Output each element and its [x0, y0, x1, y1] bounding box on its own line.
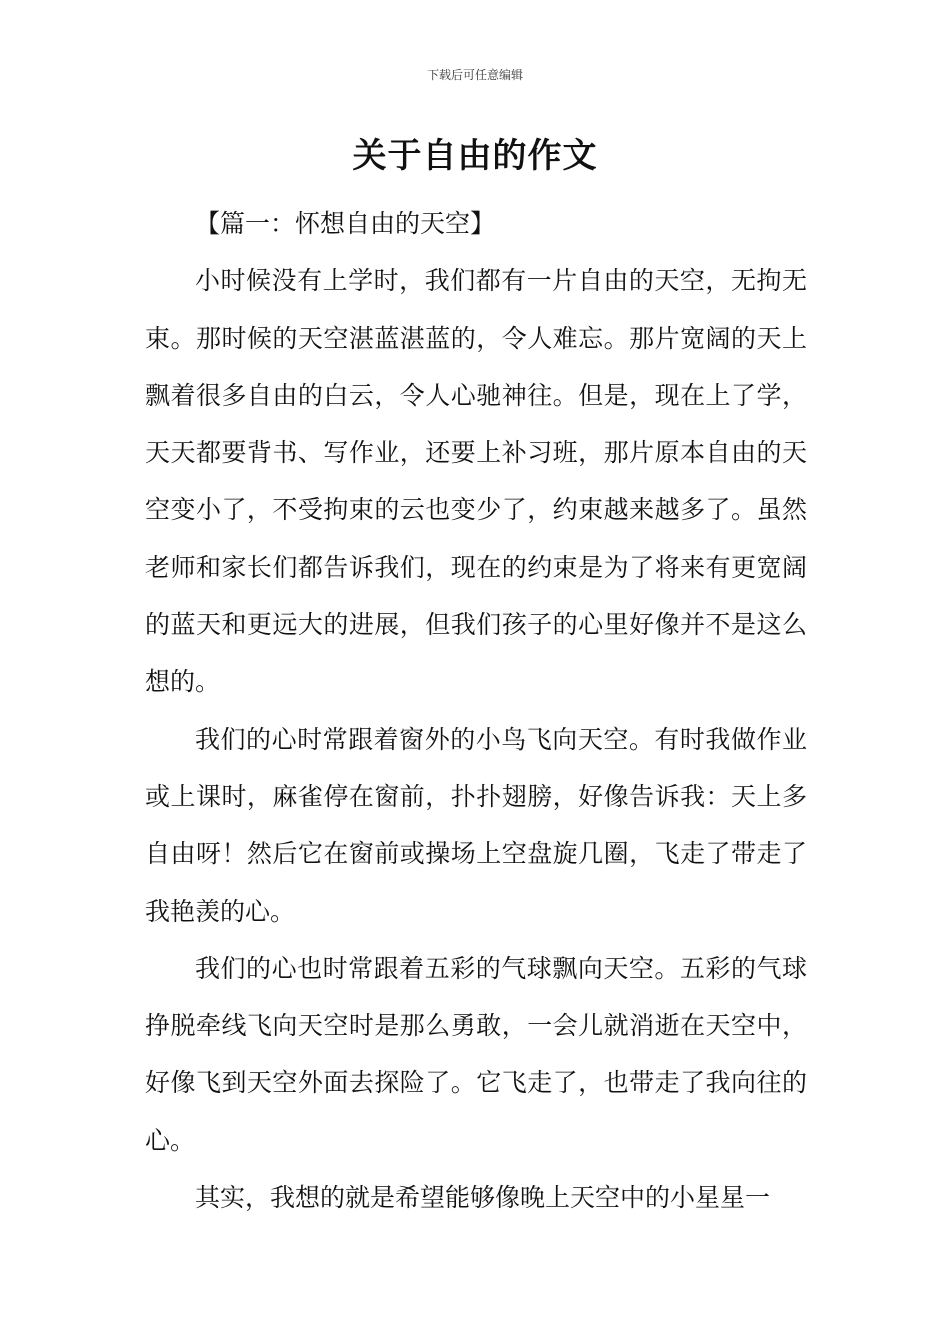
- paragraph-1: 小时候没有上学时，我们都有一片自由的天空，无拘无束。那时候的天空湛蓝湛蓝的，令人难忘。那片宽阔的天上飘着很多自由的白云，令人心驰神往。但是，现在上了学，天天都要背书、写作业，还要上补习班，那片原本自由的天空变小了，不受拘束的云也变少了，约束越来越多了。虽然老师和家长们都告诉我们，现在的约束是为了将来有更宽阔的蓝天和更远大的进展，但我们孩子的心里好像并不是这么想的。: [145, 266, 807, 697]
- section-heading: 【篇一：怀想自由的天空】: [195, 209, 496, 238]
- header-note: 下载后可任意编辑: [426, 68, 523, 82]
- paragraph-4: 其实，我想的就是希望能够像晚上天空中的小星星一: [195, 1183, 771, 1213]
- document-title: 关于自由的作文: [352, 136, 598, 176]
- paragraph-3: 我们的心也时常跟着五彩的气球飘向天空。五彩的气球挣脱牵线飞向天空时是那么勇敢，一会儿就消逝在天空中，好像飞到天空外面去探险了。它飞走了，也带走了我向往的心。: [145, 953, 807, 1155]
- paragraph-2: 我们的心时常跟着窗外的小鸟飞向天空。有时我做作业或上课时，麻雀停在窗前，扑扑翅膀，好像告诉我：天上多自由呀！然后它在窗前或操场上空盘旋几圈，飞走了带走了我艳羡的心。: [145, 724, 807, 926]
- document-body: [145, 195, 807, 1226]
